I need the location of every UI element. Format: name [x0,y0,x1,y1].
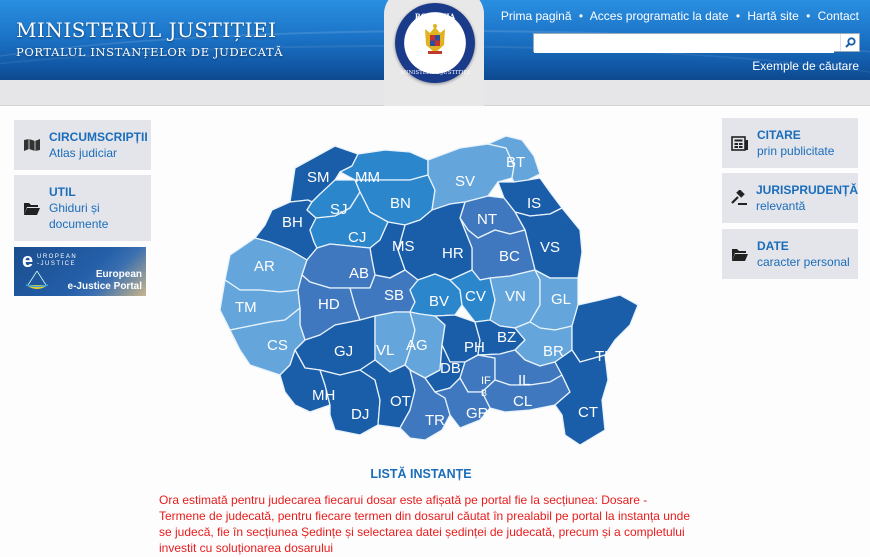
svg-text:TR: TR [425,412,445,429]
ejustice-portal-banner[interactable] [14,247,146,296]
svg-text:AG: AG [406,337,428,354]
svg-text:CS: CS [267,337,288,354]
svg-text:GL: GL [551,291,572,308]
sidebar-item-title: DATE [757,239,789,253]
ejustice-logo-text: -JUSTICE [37,261,76,267]
svg-text:SB: SB [384,287,405,304]
sidebar-item-util[interactable] [14,175,151,241]
nav-sitemap-link[interactable]: Hartă site [747,9,799,23]
court-list-link[interactable] [0,467,870,481]
sidebar-item-jurisprudenta[interactable] [722,173,858,223]
svg-text:BV: BV [429,293,450,310]
sidebar-item-title: CIRCUMSCRIPȚII [49,130,148,144]
svg-text:HR: HR [442,245,464,262]
search-button[interactable] [840,34,859,51]
sidebar-item-circumscriptii[interactable] [14,120,151,170]
svg-text:SV: SV [455,173,476,190]
svg-text:CL: CL [513,393,533,410]
sidebar-item-title: UTIL [49,185,76,199]
svg-text:OT: OT [390,393,411,410]
site-title[interactable]: MINISTERUL JUSTIȚIEI [16,18,277,42]
svg-text:BH: BH [282,214,303,231]
svg-text:HD: HD [318,296,340,313]
sidebar-item-subtitle: caracter personal [757,255,850,269]
search-input[interactable] [534,36,834,53]
svg-text:NT: NT [477,211,497,228]
svg-text:CV: CV [465,288,486,305]
ejustice-logo-letter: e [22,250,34,272]
svg-text:GJ: GJ [334,343,354,360]
svg-text:DJ: DJ [351,406,370,423]
ejustice-logo-text: UROPEAN [37,254,78,260]
svg-text:BZ: BZ [497,329,517,346]
svg-text:IF: IF [481,375,491,387]
sidebar-item-subtitle: prin publicitate [757,144,835,158]
romania-counties-map [210,130,660,450]
nav-separator: • [735,9,741,23]
seal-top-text: ROMANIA [414,12,456,21]
folder-icon [23,201,41,216]
sidebar-item-subtitle: relevantă [755,199,806,213]
svg-text:AR: AR [254,258,275,275]
sidebar-item-subtitle: Ghiduri și documente [49,201,109,231]
ministry-seal-logo[interactable] [395,3,475,83]
svg-text:IL: IL [518,372,531,389]
top-nav [501,9,859,23]
sidebar-item-subtitle: Atlas judiciar [49,146,118,160]
nav-separator: • [578,9,584,23]
svg-text:IS: IS [527,195,542,212]
svg-text:TM: TM [235,299,257,316]
nav-separator: • [806,9,811,23]
map-book-icon [23,138,41,152]
svg-text:BR: BR [543,343,564,360]
site-subtitle[interactable]: PORTALUL INSTANȚELOR DE JUDECATĂ [16,45,284,59]
gavel-icon [730,190,748,206]
court-list-title[interactable]: LISTĂ INSTANȚE [370,467,472,481]
svg-text:CT: CT [578,404,598,421]
svg-text:SJ: SJ [330,201,348,218]
svg-text:TL: TL [595,348,613,365]
ejustice-caption: European [95,269,142,280]
ejustice-caption: e-Justice Portal [67,281,142,292]
svg-text:VN: VN [505,288,526,305]
svg-text:CJ: CJ [348,229,367,246]
svg-text:PH: PH [464,339,485,356]
svg-text:B: B [481,388,488,398]
search-box [533,33,860,52]
nav-api-access-link[interactable]: Acces programatic la date [589,9,729,23]
sidebar-item-title: CITARE [757,128,801,142]
svg-text:DB: DB [440,360,461,377]
svg-text:BN: BN [390,195,411,212]
search-examples-link[interactable]: Exemple de căutare [752,59,859,73]
svg-text:AB: AB [349,265,370,282]
svg-text:GR: GR [466,405,489,422]
svg-text:MS: MS [392,238,415,255]
svg-text:MM: MM [355,169,380,186]
seal-bottom-text: MINISTERUL JUSTITIEI [400,70,470,76]
svg-text:MH: MH [312,387,336,404]
coat-of-arms-icon [422,23,448,59]
svg-text:VL: VL [376,342,395,359]
svg-text:SM: SM [307,169,330,186]
svg-text:BT: BT [506,154,526,171]
scales-of-justice-icon [24,271,50,293]
sidebar-item-title: JURISPRUDENȚĂ [755,183,858,197]
sidebar-item-citare[interactable] [722,118,858,168]
hearing-time-notice: Ora estimată pentru judecarea fiecarui dosar este afișată pe portal fie la secțiunea: Dosare - Termene de judecată, pentru fiecare termen din dosarul căutat în prealabil pe portal la instanța unde se judecă, fie în secțiunea Ședințe și selectarea datei ședinței de judecată, precum și a completului investit cu soluționarea dosarului [159,493,690,555]
folder-icon [731,247,749,262]
newspaper-icon [731,136,749,151]
nav-contact-link[interactable]: Contact [817,9,859,23]
sidebar-item-date[interactable] [722,229,858,279]
svg-text:VS: VS [540,239,561,256]
nav-home-link[interactable]: Prima pagină [500,9,572,23]
svg-text:BC: BC [499,248,520,265]
search-icon [845,37,856,48]
